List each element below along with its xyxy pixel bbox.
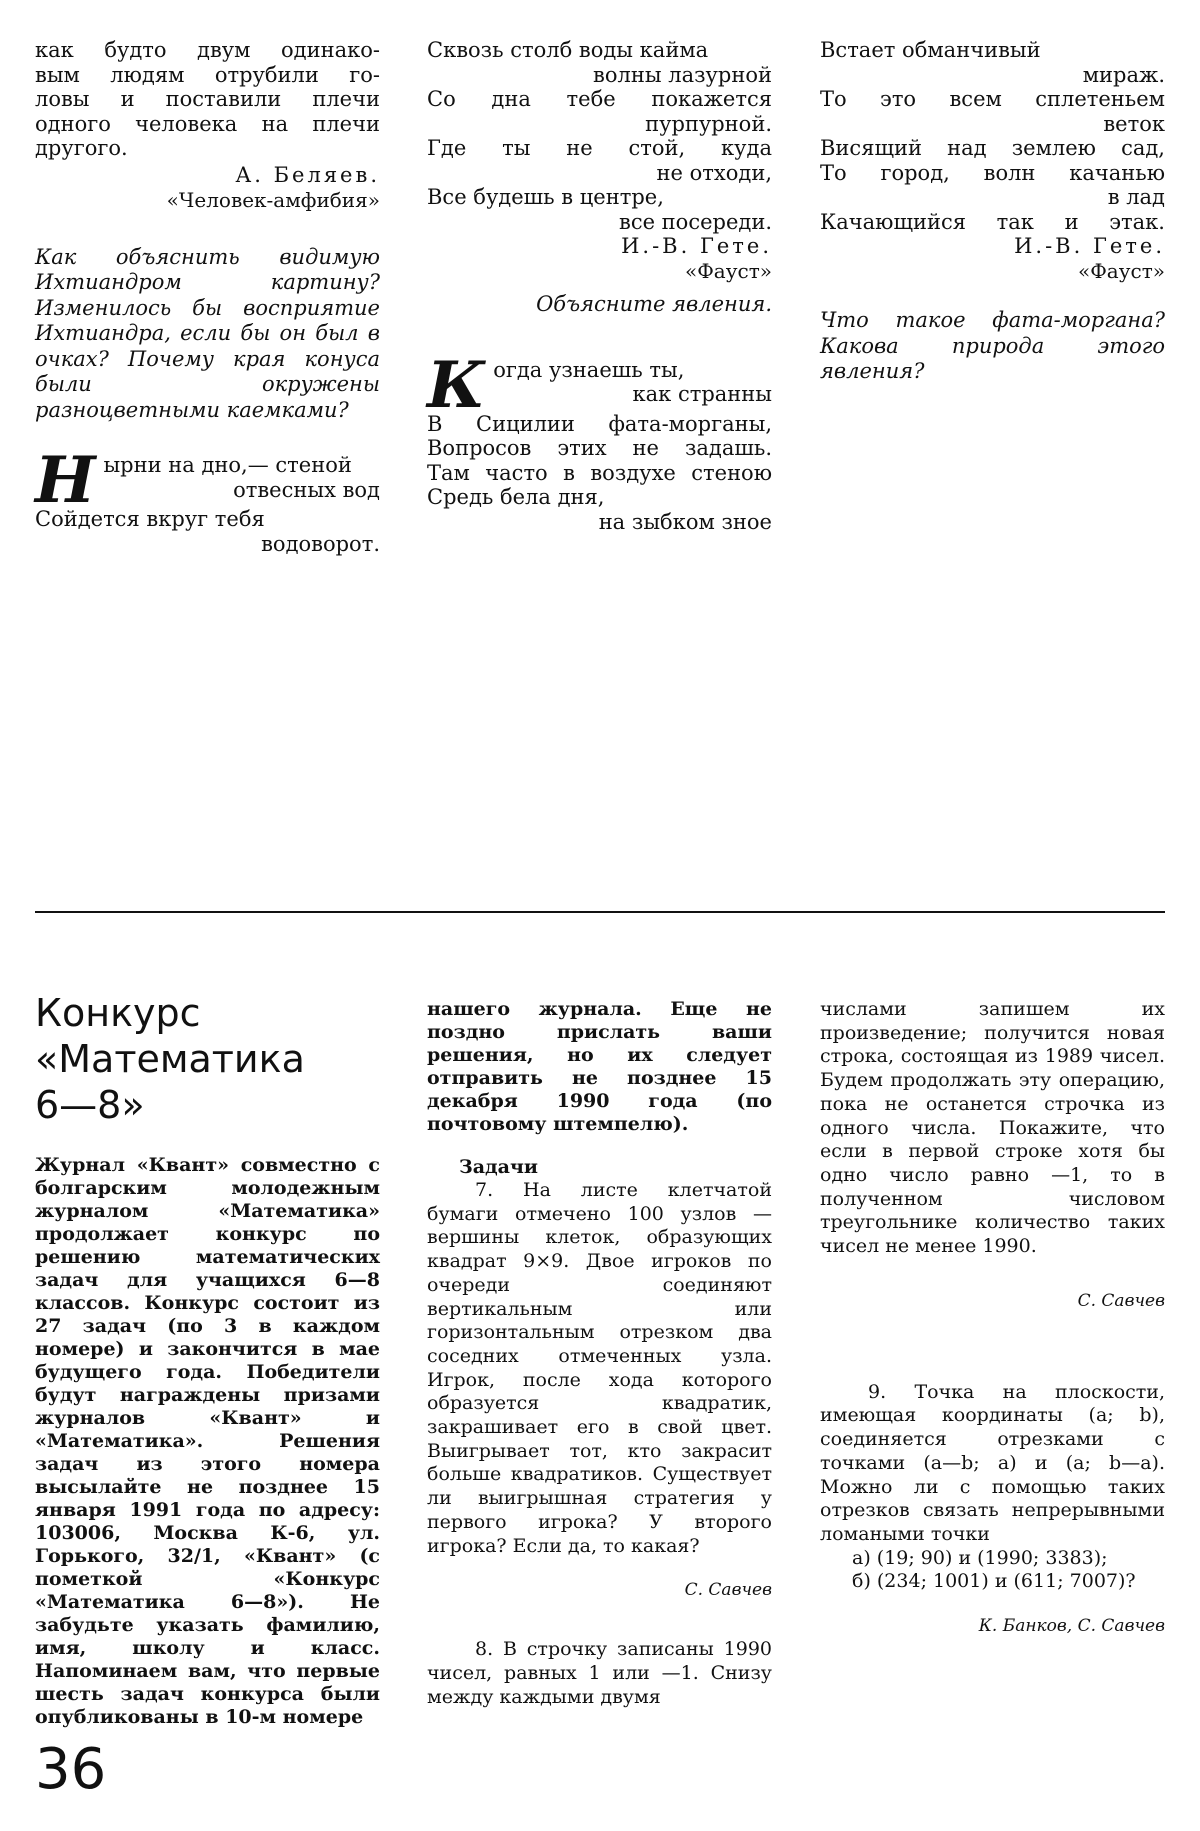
attribution-work: «Фауст» — [1077, 259, 1165, 283]
poem-line: Средь бела дня, — [427, 485, 605, 509]
quote-line: одного человека на плечи — [35, 111, 380, 136]
problem-9-b: б) (234; 1001) и (611; 7007)? — [852, 1570, 1136, 1593]
poem-faust-2 — [820, 38, 1165, 234]
poem-line: как странны — [632, 382, 772, 406]
title-line: Конкурс — [35, 991, 201, 1035]
problem-9-a: а) (19; 90) и (1990; 3383); — [852, 1546, 1108, 1569]
poem-line: Встает обманчивый — [820, 38, 1041, 62]
poem-line: пурпурной. — [645, 111, 772, 136]
poem-line: водоворот. — [261, 531, 380, 556]
top-column-2 — [427, 38, 772, 534]
question-explain: Объясните явления. — [536, 292, 772, 316]
poem-line: Все будешь в центре, — [427, 185, 664, 209]
section-divider — [35, 911, 1165, 913]
question-ichthyander: Как объяснить видимую Ихтиандром картину? Изменилось бы восприятие Ихтиандра, если бы он был в очках? Почему края конуса были окружены разноцветными каемками? — [35, 244, 380, 422]
top-column-1 — [35, 38, 380, 556]
attribution-author: А. Беляев. — [235, 162, 380, 187]
attribution-author: И.-В. Гете. — [1014, 234, 1165, 258]
poem-line: мираж. — [1082, 62, 1165, 87]
poem-line: в лад — [1107, 185, 1165, 209]
poem-fata-morgana — [427, 347, 772, 535]
contest-title — [35, 990, 380, 1128]
problem-7: 7. На листе клетчатой бумаги отмечено 100 узлов — вершины клеток, образующих квадрат 9×9. Двое игроков по очереди соединяют вертикальным или горизонтальным отрезком два соседних отмеченных узла. Игрок, после хода которого образуется квадратик, закрашивает его в свой цвет. Выигрывает тот, кто закрасит больше квадратиков. Существует ли выигрышная стратегия у первого игрока? У второго игрока? Если да, то какая? — [427, 1179, 772, 1557]
quote-line: как будто двум одинако- — [35, 38, 380, 62]
problem-7-author: С. Савчев — [684, 1580, 772, 1601]
poem-line: В Сицилии фата-морганы, — [427, 411, 772, 436]
poem-line: все посереди. — [619, 209, 772, 234]
drop-cap: Н — [35, 443, 96, 518]
poem-line: Со дна тебе покажется — [427, 87, 772, 111]
contest-column-2 — [427, 998, 772, 1709]
poem-line: Висящий над землею сад, — [820, 136, 1165, 160]
poem-line: Качающийся так и этак. — [820, 209, 1165, 234]
poem-line: Сойдется вкруг тебя — [35, 507, 265, 531]
drop-cap: К — [427, 347, 486, 423]
quote-line: вым людям отрубили го- — [35, 62, 380, 87]
contest-intro: Журнал «Квант» совместно с болгарским молодежным журналом «Математика» продолжает конкурс по решению математических задач для учащихся 6—8 классов. Конкурс состоит из 27 задач (по 3 в каждом номере) и закончится в мае будущего года. Победители будут награждены призами журналов «Квант» и «Математика». Решения задач из этого номера высылайте не позднее 15 января 1991 года по адресу: 103006, Москва К-6, ул. Горького, 32/1, «Квант» (с пометкой «Конкурс «Математика 6—8»). Не забудьте указать фамилию, имя, школу и класс. Напоминаем вам, что первые шесть задач конкурса были опубликованы в 10-м номере — [35, 1154, 380, 1728]
problem-8-author: С. Савчев — [1077, 1290, 1165, 1311]
poem-line: волны лазурной — [593, 62, 772, 87]
poem-faust-1 — [427, 38, 772, 234]
problem-9-author: К. Банков, С. Савчев — [978, 1616, 1165, 1637]
quote-line: ловы и поставили плечи — [35, 87, 380, 111]
poem-dive — [35, 443, 380, 556]
poem-line: ырни на дно,— стеной — [103, 453, 352, 477]
tasks-heading: Задачи — [459, 1156, 538, 1178]
title-line: 6—8» — [35, 1083, 145, 1127]
poem-line: отвесных вод — [233, 477, 380, 502]
page-number: 36 — [35, 1737, 107, 1802]
contest-intro-continued: нашего журнала. Еще не поздно прислать ваши решения, но их следует отправить не позднее 15 декабря 1990 года (по почтовому штемпелю). — [427, 998, 772, 1135]
poem-line: Где ты не стой, куда — [427, 136, 772, 160]
title-line: «Математика — [35, 1037, 305, 1081]
poem-line: огда узнаешь ты, — [493, 357, 685, 382]
attribution-work: «Человек-амфибия» — [166, 187, 380, 212]
attribution-author: И.-В. Гете. — [621, 234, 772, 258]
top-column-3 — [820, 38, 1165, 385]
poem-line: не отходи, — [656, 160, 772, 185]
problem-8-start: 8. В строчку записаны 1990 чисел, равных 1 или —1. Снизу между каждыми двумя — [427, 1638, 772, 1708]
poem-line: Там часто в воздухе стеною — [427, 460, 772, 485]
contest-column-1 — [35, 990, 380, 1729]
poem-line: Вопросов этих не задашь. — [427, 436, 772, 460]
poem-line: веток — [1103, 111, 1165, 136]
quote-belyaev — [35, 38, 380, 161]
poem-line: на зыбком зное — [598, 509, 772, 534]
poem-line: То это всем сплетеньем — [820, 87, 1165, 111]
problem-9: 9. Точка на плоскости, имеющая координаты (a; b), соединяется отрезками с точками (a—b; a) и (a; b—a). Можно ли с помощью таких отрезков связать непрерывными ломаными точки — [820, 1380, 1165, 1545]
poem-line: Сквозь столб воды кайма — [427, 38, 709, 62]
question-fata-morgana: Что такое фата-моргана? Какова природа этого явления? — [820, 308, 1165, 383]
poem-line: То город, волн качанью — [820, 160, 1165, 185]
problem-8-continued: числами запишем их произведение; получится новая строка, состоящая из 1989 чисел. Будем продолжать эту операцию, пока не останется строчка из одного числа. Покажите, что если в первой строке хотя бы одно число равно —1, то в полученном числовом треугольнике количество таких чисел не менее 1990. — [820, 998, 1165, 1258]
contest-column-3 — [820, 998, 1165, 1636]
quote-line: другого. — [35, 136, 128, 160]
attribution-work: «Фауст» — [684, 259, 772, 283]
